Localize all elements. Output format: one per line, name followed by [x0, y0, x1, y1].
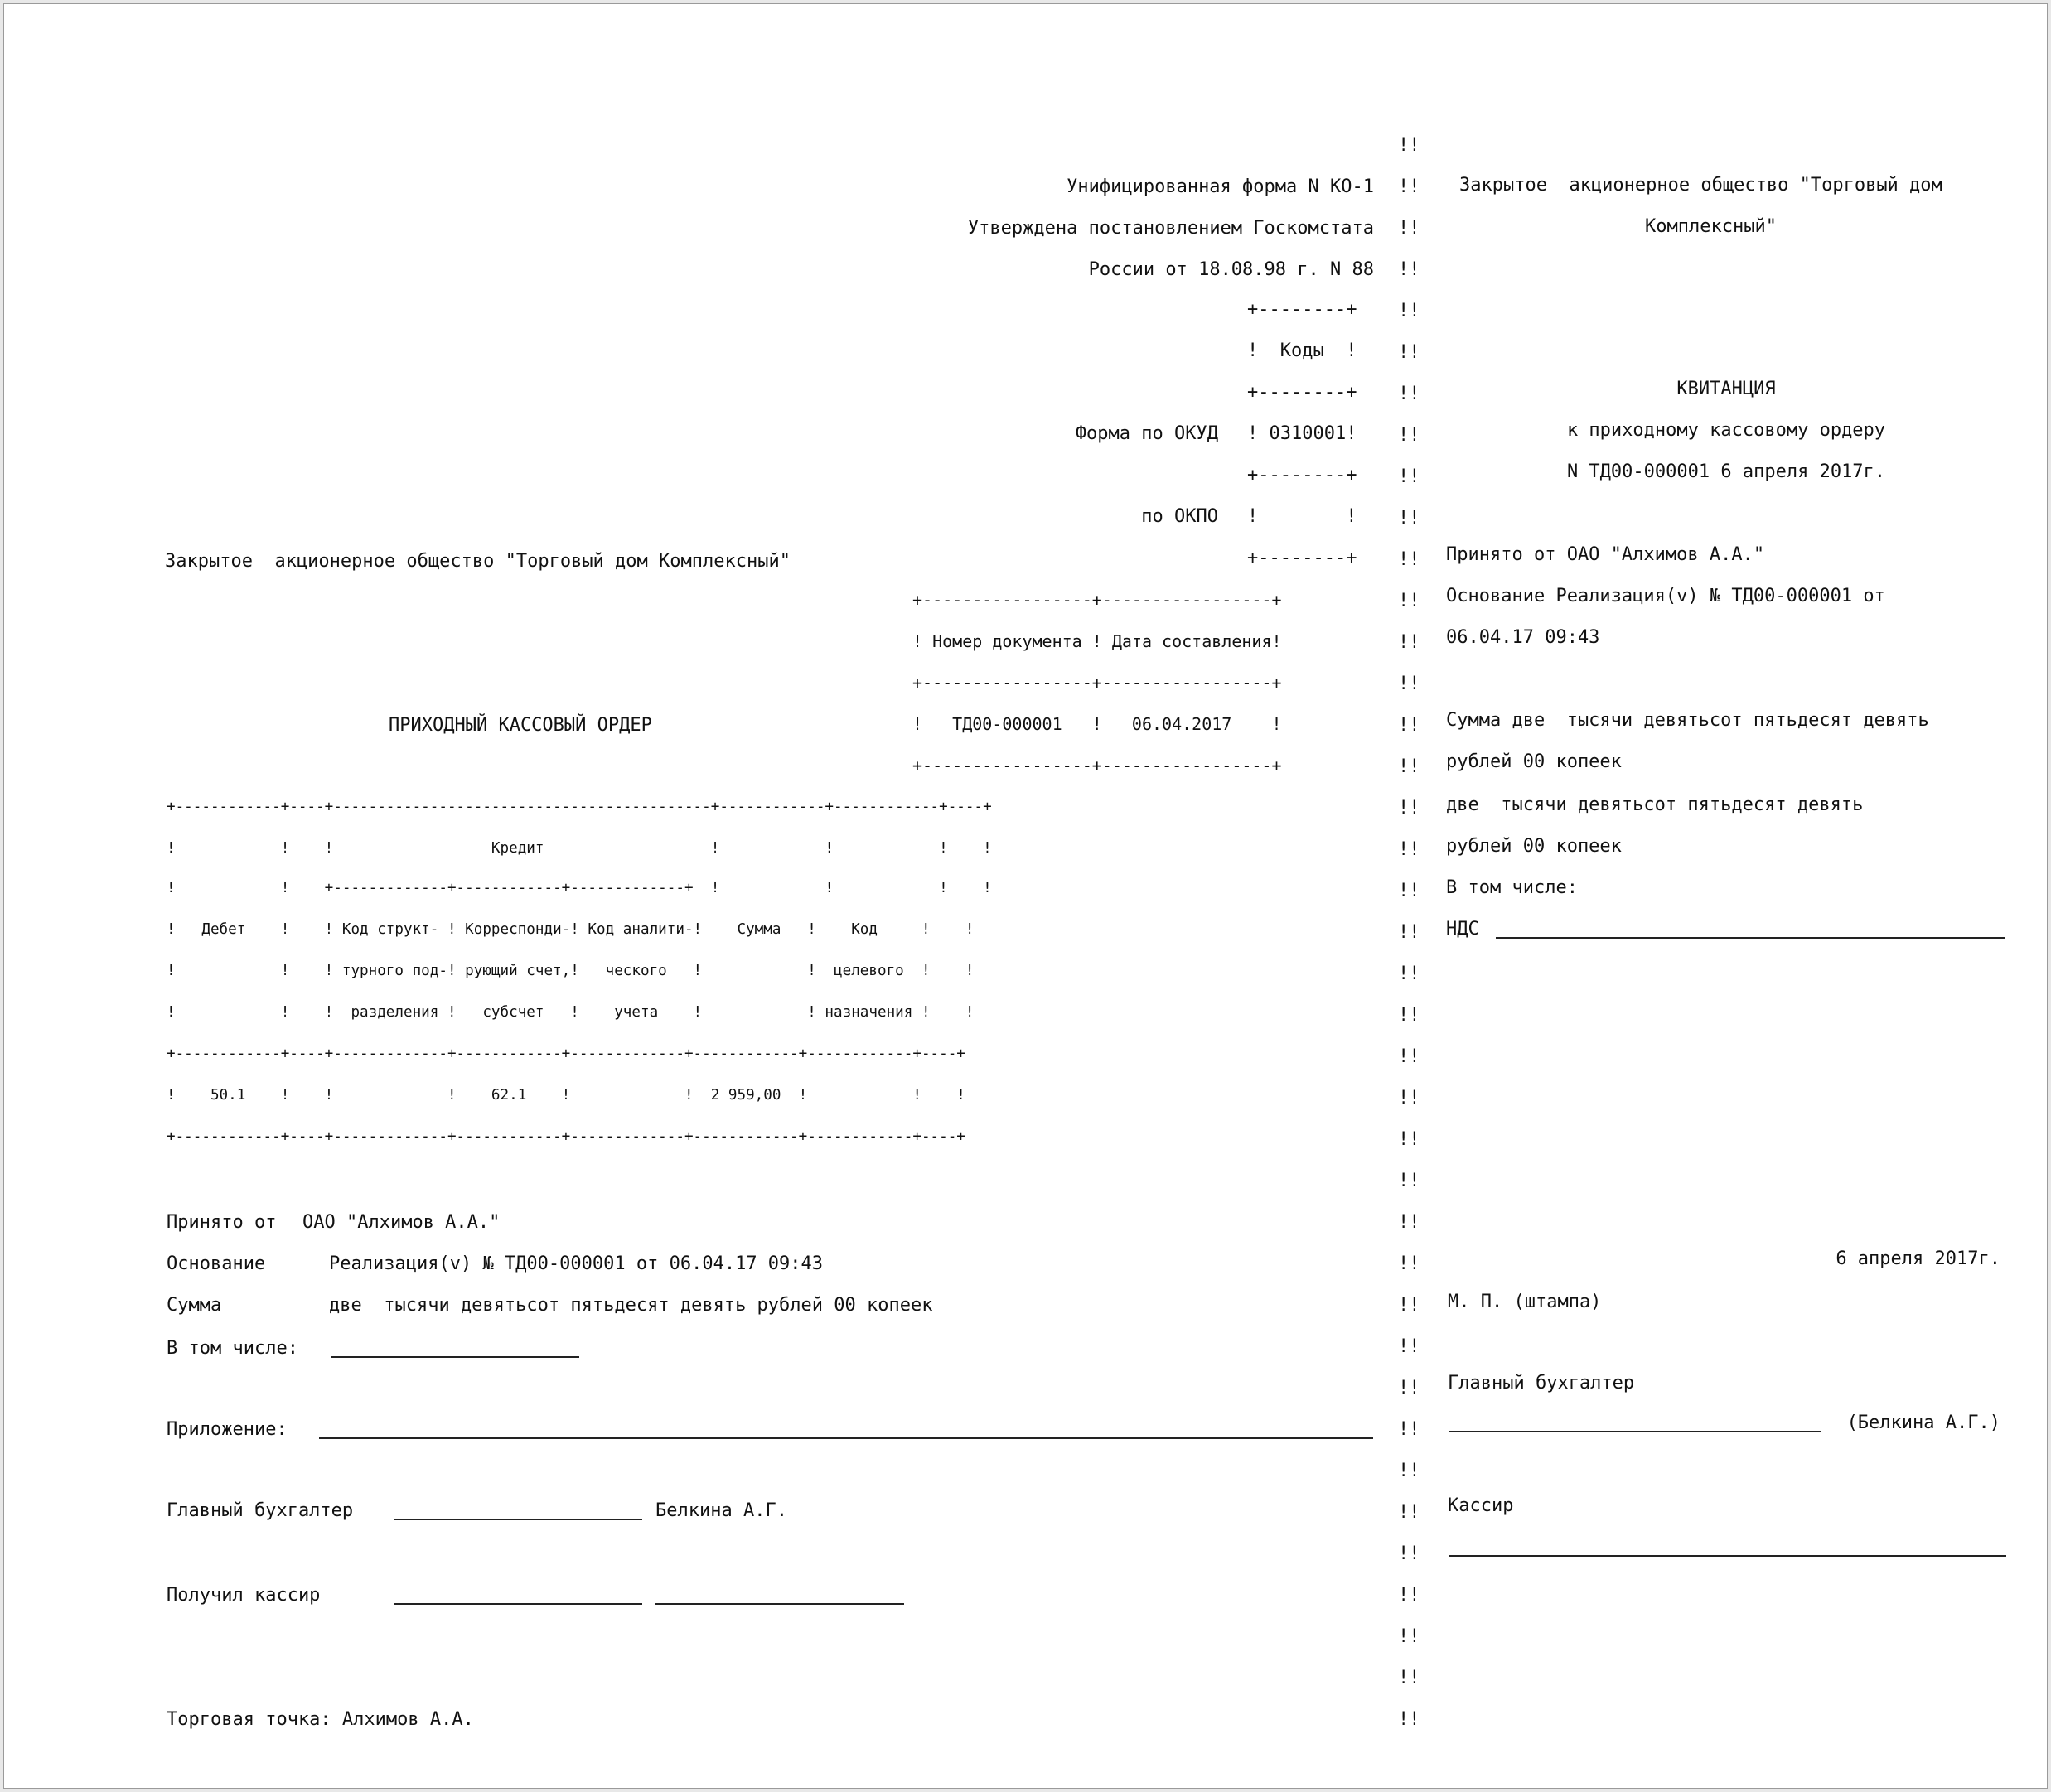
codes-border-bottom: +--------+ — [1247, 548, 1357, 568]
receipt-chief-accountant-label: Главный бухгалтер — [1448, 1373, 1635, 1394]
codes-header: ! Коды ! — [1247, 341, 1357, 361]
separator: !! — [1398, 674, 1420, 694]
doc-header: ! Номер документа ! Дата составления! — [912, 631, 1282, 651]
separator: !! — [1398, 342, 1420, 363]
separator: !! — [1398, 1046, 1420, 1067]
receipt-chief-accountant-signature-line — [1449, 1431, 1821, 1432]
separator: !! — [1398, 1212, 1420, 1233]
receipt-sum-line-1: Сумма две тысячи девятьсот пятьдесят девять — [1446, 710, 1929, 731]
receipt-vat-label: НДС — [1446, 919, 1479, 939]
okud-label: Форма по ОКУД — [1075, 423, 1218, 444]
separator: !! — [1398, 964, 1420, 984]
separator: !! — [1398, 715, 1420, 736]
receipt-chief-accountant-name: (Белкина А.Г.) — [1846, 1413, 2000, 1433]
separator: !! — [1398, 1709, 1420, 1730]
separator: !! — [1398, 1253, 1420, 1274]
okpo-label: по ОКПО — [1141, 506, 1218, 527]
approved-line-2: России от 18.08.98 г. N 88 — [1088, 259, 1374, 280]
table-row: ! Дебет ! ! Код структ- ! Корреспонди-! Код аналити-! Сумма ! Код ! ! — [167, 921, 975, 938]
separator: !! — [1398, 839, 1420, 860]
separator: !! — [1398, 508, 1420, 529]
chief-accountant-signature-line — [394, 1519, 642, 1520]
document-sheet — [3, 3, 2048, 1789]
sum-label: Сумма — [167, 1295, 222, 1316]
including-label: В том числе: — [167, 1338, 298, 1359]
approved-line-1: Утверждена постановлением Госкомстата — [967, 218, 1374, 239]
codes-border: +--------+ — [1247, 382, 1357, 403]
table-row: +------------+----+-------------+------------+-------------+------------+------------+----+ — [167, 1046, 965, 1062]
separator: !! — [1398, 301, 1420, 321]
separator: !! — [1398, 466, 1420, 487]
receipt-organization-line-1: Закрытое акционерное общество "Торговый дом — [1459, 175, 1942, 196]
okud-code: ! 0310001! — [1247, 423, 1357, 444]
receipt-number: N ТД00-000001 6 апреля 2017г. — [1566, 461, 1886, 482]
separator: !! — [1398, 1295, 1420, 1316]
separator: !! — [1398, 1461, 1420, 1481]
receipt-subtitle: к приходному кассовому ордеру — [1566, 420, 1886, 441]
receipt-cashier-signature-line — [1449, 1555, 2006, 1557]
chief-accountant-label: Главный бухгалтер — [167, 1500, 354, 1521]
table-row: ! ! +-------------+------------+-------------+ ! ! ! ! — [167, 880, 992, 896]
receipt-title: КВИТАНЦИЯ — [1676, 379, 1776, 399]
separator: !! — [1398, 176, 1420, 197]
receipt-basis-line-2: 06.04.17 09:43 — [1446, 627, 1600, 648]
separator: !! — [1398, 384, 1420, 404]
separator: !! — [1398, 1419, 1420, 1440]
organization-name: Закрытое акционерное общество "Торговый дом Комплексный" — [165, 551, 791, 572]
table-row: +------------+----+-------------------------------------------+------------+------------+----+ — [167, 799, 992, 815]
order-title: ПРИХОДНЫЙ КАССОВЫЙ ОРДЕР — [389, 715, 652, 736]
table-row: ! ! ! турного под-! рующий счет,! ческого ! ! целевого ! ! — [167, 963, 975, 979]
doc-border-bottom: +-----------------+-----------------+ — [912, 756, 1282, 775]
separator: !! — [1398, 1336, 1420, 1357]
separator: !! — [1398, 425, 1420, 446]
table-row: +------------+----+-------------+------------+-------------+------------+------------+----+ — [167, 1128, 965, 1145]
separator: !! — [1398, 1585, 1420, 1606]
receipt-sum-line-2: рублей 00 копеек — [1446, 751, 1622, 772]
separator: !! — [1398, 135, 1420, 156]
separator: !! — [1398, 881, 1420, 901]
codes-border-top: +--------+ — [1247, 299, 1357, 320]
receipt-basis-line-1: Основание Реализация(v) № ТД00-000001 от — [1446, 586, 1885, 606]
received-from-label: Принято от — [167, 1212, 277, 1233]
trade-point: Торговая точка: Алхимов А.А. — [167, 1709, 474, 1730]
table-row: ! ! ! разделения ! субсчет ! учета ! ! назначения ! ! — [167, 1004, 975, 1021]
receipt-sum-words-line-1: две тысячи девятьсот пятьдесят девять — [1446, 795, 1864, 815]
receipt-stamp-label: М. П. (штампа) — [1448, 1292, 1602, 1312]
separator: !! — [1398, 218, 1420, 239]
basis-label: Основание — [167, 1253, 266, 1274]
okpo-code: ! ! — [1247, 506, 1357, 527]
receipt-date: 6 апреля 2017г. — [1836, 1249, 2000, 1269]
receipt-vat-line — [1496, 937, 2005, 939]
separator: !! — [1398, 549, 1420, 570]
doc-border-top: +-----------------+-----------------+ — [912, 590, 1282, 610]
received-from-value: ОАО "Алхимов А.А." — [302, 1212, 501, 1233]
separator: !! — [1398, 756, 1420, 777]
separator: !! — [1398, 591, 1420, 611]
separator: !! — [1398, 259, 1420, 280]
basis-value: Реализация(v) № ТД00-000001 от 06.04.17 09:43 — [329, 1253, 824, 1274]
separator: !! — [1398, 1626, 1420, 1647]
table-row: ! ! ! Кредит ! ! ! ! — [167, 840, 992, 857]
attachment-line — [319, 1437, 1373, 1439]
separator: !! — [1398, 632, 1420, 653]
table-row: ! 50.1 ! ! ! 62.1 ! ! 2 959,00 ! ! ! — [167, 1087, 965, 1104]
separator: !! — [1398, 1502, 1420, 1523]
cashier-name-line — [655, 1603, 904, 1605]
doc-border-mid: +-----------------+-----------------+ — [912, 673, 1282, 693]
including-line — [331, 1356, 579, 1358]
form-title: Унифицированная форма N КО-1 — [1067, 176, 1374, 197]
separator: !! — [1398, 1668, 1420, 1688]
receipt-cashier-label: Кассир — [1448, 1495, 1514, 1516]
receipt-organization-line-2: Комплексный" — [1645, 216, 1777, 237]
doc-values: ! ТД00-000001 ! 06.04.2017 ! — [912, 714, 1282, 734]
separator: !! — [1398, 1129, 1420, 1150]
separator: !! — [1398, 922, 1420, 943]
separator: !! — [1398, 1171, 1420, 1191]
cashier-label: Получил кассир — [167, 1585, 321, 1606]
receipt-including-label: В том числе: — [1446, 877, 1578, 898]
receipt-sum-words-line-2: рублей 00 копеек — [1446, 836, 1622, 857]
separator: !! — [1398, 798, 1420, 819]
receipt-received-from: Принято от ОАО "Алхимов А.А." — [1446, 544, 1765, 565]
attachment-label: Приложение: — [167, 1419, 288, 1440]
separator: !! — [1398, 1378, 1420, 1398]
sum-value: две тысячи девятьсот пятьдесят девять рублей 00 копеек — [329, 1295, 933, 1316]
chief-accountant-name: Белкина А.Г. — [655, 1500, 787, 1521]
separator: !! — [1398, 1005, 1420, 1026]
cashier-signature-line — [394, 1603, 642, 1605]
separator: !! — [1398, 1088, 1420, 1109]
separator: !! — [1398, 1543, 1420, 1564]
codes-border-2: +--------+ — [1247, 465, 1357, 485]
